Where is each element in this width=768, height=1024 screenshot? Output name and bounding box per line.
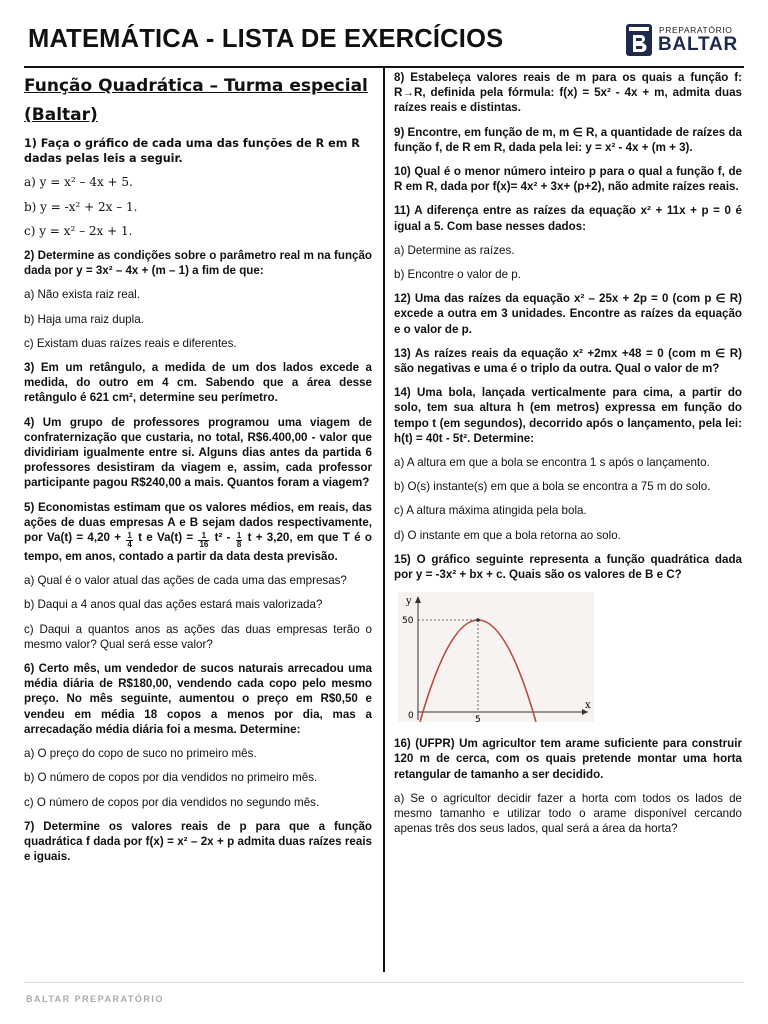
question-16: 16) (UFPR) Um agricultor tem arame suficiente para construir 120 m de cerca, com os quais pretende montar uma horta retangular de tamanho a ser decidido. — [394, 737, 742, 781]
fraction-1-8: $\frac{1}{8}$ — [236, 531, 242, 550]
question-2c: c) Existam duas raízes reais e diferentes. — [24, 336, 237, 350]
fraction-1-16: $\frac{1}{16}$ — [199, 531, 209, 550]
vertex-point — [476, 618, 480, 622]
right-column — [394, 70, 742, 846]
question-6c: c) O número de copos por dia vendidos no segundo mês. — [24, 795, 320, 809]
x-tick-5: 5 — [475, 715, 481, 723]
question-8: 8) Estabeleça valores reais de m para os quais a função f: R→R, definida pela fórmula: f(x) = 5x² - 4x + m, admita duas raízes reais e distintas. — [394, 71, 742, 115]
question-15: 15) O gráfico seguinte representa a função quadrática dada por y = -3x² + bx + c. Quais são os valores de B e C? — [394, 552, 742, 582]
question-1b: b) y = -x² + 2x – 1. — [24, 199, 138, 214]
origin-label: 0 — [408, 711, 414, 722]
x-axis-label: x — [585, 700, 591, 712]
question-14b: b) O(s) instante(s) em que a bola se encontra a 75 m do solo. — [394, 480, 711, 494]
q5-text-4: t + 3,20, em que T é o tempo, em anos, contado a partir da data desta previsão. — [24, 531, 372, 564]
q5-text-2: t e Va(t) = — [138, 531, 194, 545]
footer-divider — [24, 982, 744, 983]
question-11a: a) Determine as raízes. — [394, 243, 515, 257]
question-5c: c) Daqui a quantos anos as ações das duas empresas terão o mesmo valor? Qual será esse valor? — [24, 622, 372, 651]
left-column — [24, 70, 372, 873]
question-9: 9) Encontre, em função de m, m ∈ R, a quantidade de raízes da função f, de R em R, dada pela lei: y = x² - 4x + (m + 3). — [394, 125, 742, 154]
logo-name: BALTAR — [658, 34, 739, 55]
question-1a: a) y = x² – 4x + 5. — [24, 175, 133, 190]
y-axis-label: y — [406, 596, 412, 608]
question-6b: b) O número de copos por dia vendidos no primeiro mês. — [24, 771, 318, 785]
question-6a: a) O preço do copo de suco no primeiro mês. — [24, 747, 257, 761]
question-1c: c) y = x² – 2x + 1. — [24, 223, 133, 238]
logo-mark-icon — [626, 24, 652, 56]
page-title: MATEMÁTICA - LISTA DE EXERCÍCIOS — [28, 25, 504, 53]
question-14c: c) A altura máxima atingida pela bola. — [394, 504, 587, 518]
question-16a: a) Se o agricultor decidir fazer a horta com todos os lados de mesmo tamanho e utilizar todo o arame disponível cercando apenas três dos seus lados, qual será a área da horta? — [394, 791, 742, 836]
question-5b: b) Daqui a 4 anos qual das ações estará mais valorizada? — [24, 598, 323, 612]
question-11b: b) Encontre o valor de p. — [394, 268, 521, 282]
y-tick-50: 50 — [402, 616, 414, 627]
question-1: 1) Faça o gráfico de cada uma das funções de R em R dadas pelas leis a seguir. — [24, 137, 360, 166]
footer-brand: BALTAR PREPARATÓRIO — [26, 994, 164, 1004]
graph-background — [398, 592, 594, 722]
q5-text-1: 5) Economistas estimam que os valores médios, em reais, das ações de duas empresas A e B sejam dados respectivamente, por Va(t) = 4,20 + — [24, 500, 372, 545]
question-14d: d) O instante em que a bola retorna ao solo. — [394, 528, 621, 542]
question-5a: a) Qual é o valor atual das ações de cada uma das empresas? — [24, 574, 347, 588]
fraction-1-4: $\frac{1}{4}$ — [127, 531, 132, 550]
question-6: 6) Certo mês, um vendedor de sucos naturais arrecadou uma média diária de R$180,00, vendendo cada copo pelo mesmo preço. No mês seguinte, aumentou o preço em R$0,50 e vendeu em média 18 copos a menos por dia, mas a arrecadação média diária foi a mesma. Determine: — [24, 662, 372, 736]
q5-text-3: t² - — [214, 531, 231, 545]
question-5 — [24, 500, 372, 565]
question-14a: a) A altura em que a bola se encontra 1 s após o lançamento. — [394, 456, 710, 470]
logo-subtitle: PREPARATÓRIO — [659, 25, 733, 35]
brand-logo — [626, 24, 744, 58]
column-divider — [383, 68, 385, 972]
page-header — [24, 0, 744, 68]
question-2: 2) Determine as condições sobre o parâmetro real m na função dada por y = 3x² – 4x + (m – 1) a fim de que: — [24, 249, 372, 278]
question-3: 3) Em um retângulo, a medida de um dos lados excede a medida, do outro em 4 cm. Sabendo que a área desse retângulo é 621 cm², determine seu perímetro. — [24, 361, 372, 405]
question-10: 10) Qual é o menor número inteiro p para o qual a função f, de R em R, dada por f(x)= 4x² + 3x+ (p+2), não admite raízes reais. — [394, 165, 742, 194]
question-4: 4) Um grupo de professores programou uma viagem de confraternização que custaria, no total, R$6.400,00 - valor que dividiriam igualmente entre si. Alguns dias antes da partida 6 professores desistiram da viagem e, assim, cada professor participante pagou R$240,00 a mais. Quantos foram a viagem? — [24, 415, 372, 490]
question-12: 12) Uma das raízes da equação x² – 25x + 2p = 0 (com p ∈ R) excede a outra em 3 unidades. Encontre as raízes da equação e o valor de p. — [394, 292, 742, 336]
question-7: 7) Determine os valores reais de p para que a função quadrática f dada por f(x) = x² – 2x + p admita duas raízes reais e iguais. — [24, 819, 372, 864]
parabola-graph — [398, 592, 594, 722]
question-2b: b) Haja uma raiz dupla. — [24, 312, 144, 326]
question-13: 13) As raízes reais da equação x² +2mx +48 = 0 (com m ∈ R) são negativas e uma é o triplo da outra. Qual o valor de m? — [394, 346, 742, 376]
question-14: 14) Uma bola, lançada verticalmente para cima, a partir do solo, tem sua altura h (em metros) expressa em função do tempo t (em segundos), decorrido após o lançamento, pela lei: h(t) = 40t - 5t². Determine: — [394, 386, 742, 445]
section-title: Função Quadrática – Turma especial (Baltar) — [24, 76, 368, 125]
question-11: 11) A diferença entre as raízes da equação x² + 11x + p = 0 é igual a 5. Com base nesses dados: — [394, 204, 742, 233]
question-2a: a) Não exista raiz real. — [24, 288, 140, 302]
